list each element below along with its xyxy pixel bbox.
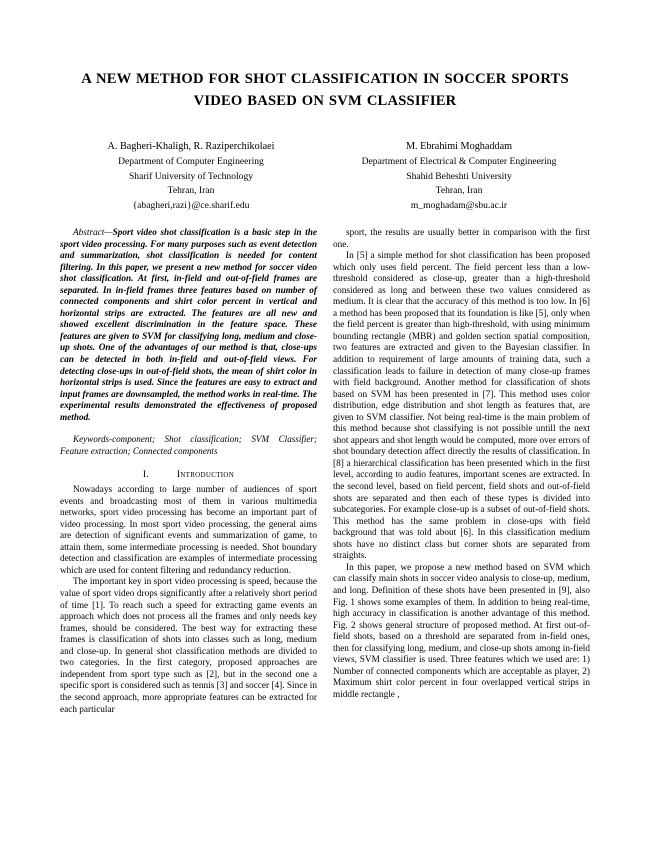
author-email-left[interactable]: {abagheri,razi}@ce.sharif.edu [132, 199, 250, 211]
author-department-right: Department of Electrical & Computer Engineering [361, 156, 557, 168]
paragraph: Nowadays according to large number of audiences of sport events and broadcasting most of them in various multimedia networks, sport video processing has become an important part of video processing. In most sport video processing, the general aims are detection of significant events and summarization of game, to attain them, some intermediate processing is needed. Shot boundary detection and classification are examples of intermediate processing which are used for content filtering and redundancy reduction. [60, 485, 317, 576]
title-block [60, 68, 590, 112]
paragraph: In [5] a simple method for shot classification has been proposed which only uses field percent. The field percent less than a low-threshold considered as close-up, greater than a high-threshold considered as long and between these two values considered as medium. It is clear that the accuracy of this method is too low. In [6] a method has been proposed that its foundation is like [5], only when the field percent is greater than high-threshold, with using minimum bounding rectangle (MBR) and golden section spatial composition, two features are extracted and given to the Bayesian classifier. In addition to requirement of large amounts of training data, such a classification leads to failure in detection of many close-up frames with field background. Another method for classification of shots based on SVM has been presented in [7]. This method uses color distribution, edge distribution and shot length as features that, are given to SVM classifier. Not being real-time is the main problem of this method because shot classifying is not possible untill the next shot appears and shot length would be computed, more over errors of shot boundary detection affect directly the results of classification. In [8] a hierarchical classification has been presented which in the first level, according to audio features, important scenes are extracted. In the second level, based on field percent, field shots and out-of-field shots are separated and then each of these types is divided into subcategories. For example close-up is a subset of out-of-field shots. This method has the same problem in close-ups with field background that was told about [6]. In this classification medium shots have no distinct class but corner shots are separated from straights. [333, 251, 590, 562]
column-left [60, 228, 317, 716]
author-city-right: Tehran, Iran [435, 185, 483, 197]
author-name-right: M. Ebrahimi Moghaddam [405, 141, 513, 152]
author-department-left: Department of Computer Engineering [118, 156, 264, 168]
author-institution-right: Shahid Beheshti University [406, 170, 512, 182]
section-heading-introduction [60, 470, 317, 480]
abstract-text: Sport video shot classification is a basic step in the sport video processing. For many purposes such as event detection and summarization, shot classification is needed for content filtering. In this paper, we present a new method for soccer video shot classification. At first, in-field and out-of-field frames are separated. In in-field frames three features based on number of connected components and shirt color percent in vertical and horizontal strips are extracted. The features are all new and showed excellent discrimination in the feature space. These features are given to SVM for classifying long, medium and close-up shots. One of the advantages of our method is that, close-ups can be detected in both in-field and out-of-field views. For detecting close-ups in out-of-field shots, the mean of shirt color in horizontal strips is used. Since the features are easy to extract and input frames are downsampled, the method works in real-time. The experimental results demonstrated the effectiveness of proposed method. [60, 228, 317, 423]
column-right [333, 228, 590, 716]
author-name-left: A. Bagheri-Khaligh, R. Raziperchikolaei [107, 141, 275, 152]
author-affiliation-right [328, 140, 590, 213]
section-number: I. [142, 470, 149, 481]
author-institution-left: Sharif University of Technology [128, 170, 254, 182]
author-city-left: Tehran, Iran [167, 185, 215, 197]
keywords-paragraph: Keywords-component; Shot classification; SVM Classifier; Feature extraction; Connected components [60, 434, 317, 456]
paragraph: sport, the results are usually better in comparison with the first one. [333, 228, 590, 250]
paragraph: In this paper, we propose a new method based on SVM which can classify main shots in soccer video analysis to close-up, medium, and long. Definition of these shots have been presented in [9], also Fig. 1 shows some examples of them. In addition to being real-time, high accuracy in classification is another advantage of this method. Fig. 2 shows general structure of proposed method. At first out-of-field shots, based on a threshold are separated from in-field ones, then for classifying long, medium, and close-up shots among in-field views, SVM classifier is used. Three features which we used are: 1) Number of connected components which are acceptable as player, 2) Maximum shirt color percent in four overlapped vertical strips in middle rectangle , [333, 562, 590, 700]
page-title: A NEW METHOD FOR SHOT CLASSIFICATION IN SOCCER SPORTS VIDEO BASED ON SVM CLASSIFIER [81, 71, 569, 109]
author-block [60, 140, 590, 213]
abstract-paragraph [60, 228, 317, 424]
section-title: Introduction [176, 470, 235, 481]
two-column-body [60, 228, 590, 716]
abstract-lead-label: Abstract— [73, 228, 113, 238]
paragraph: The important key in sport video processing is speed, because the value of sport video drops significantly after a relatively short period of time [1]. To reach such a speed for extracting game events an approach which does not process all the frames and only needs key frames, should be considered. The best way for extracting these frames is classification of shots into classes such as long, medium and close-up. In general shot classification methods are divided to two categories. In the first category, proposed approaches are independent from sport type such as [2], but in the second one a specific sport is considered such as tennis [3] and soccer [4]. Since in the second approach, more appropriate features can be extracted for each particular [60, 577, 317, 715]
author-affiliation-left [60, 140, 322, 213]
author-email-right[interactable]: m_moghadam@sbu.ac.ir [410, 199, 508, 211]
